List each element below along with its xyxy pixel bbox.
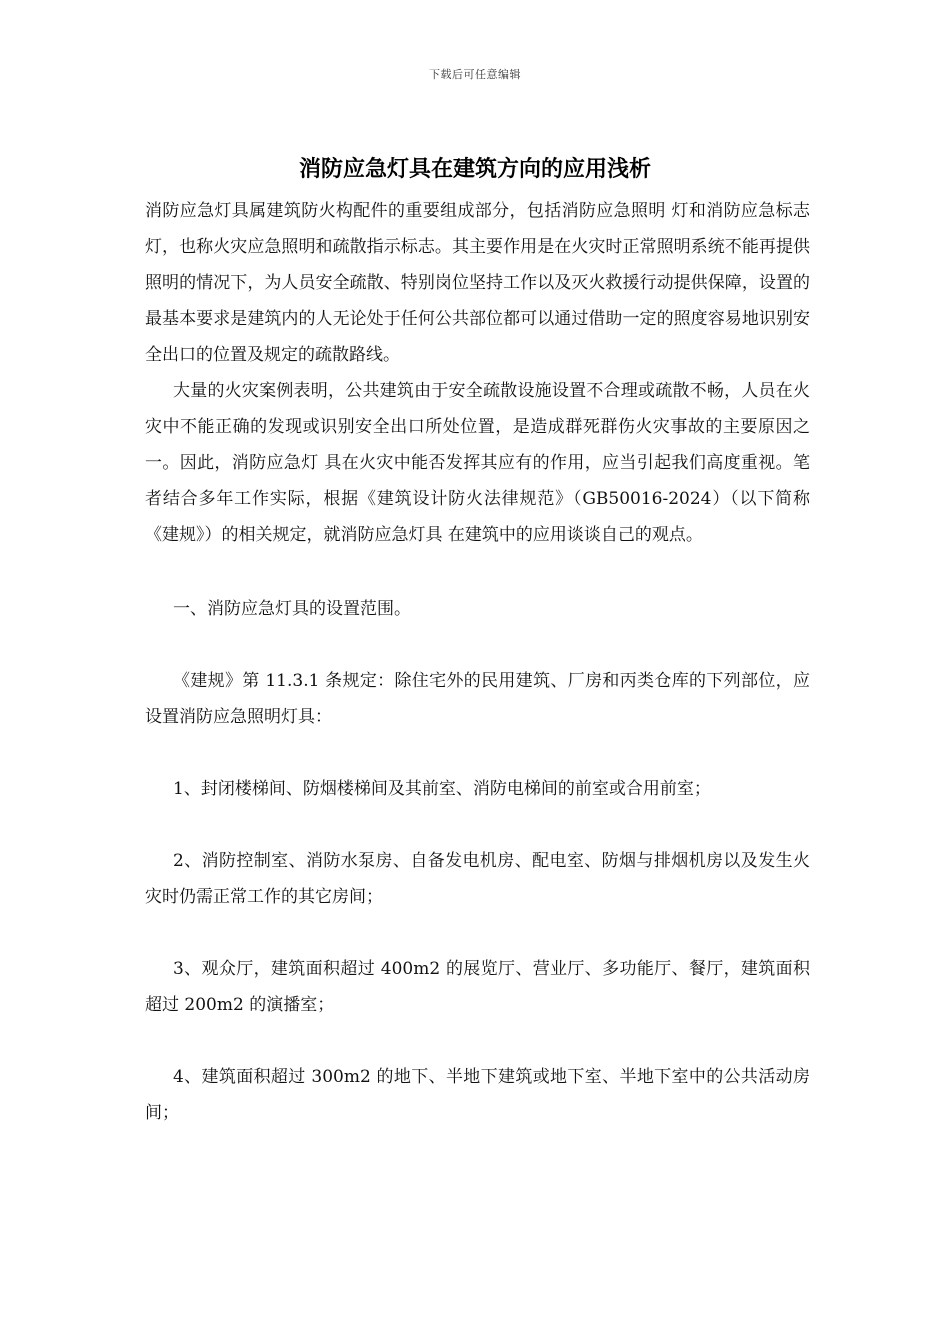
section-heading-1: 一、消防应急灯具的设置范围。 (173, 599, 411, 619)
paragraph-intro: 消防应急灯具属建筑防火构配件的重要组成部分，包括消防应急照明 灯和消防应急标志灯，也称火灾应急照明和疏散指示标志。其主要作用是在火灾时正常照明系统不能再提供照明的情况下，为人员安全疏散、特别岗位坚持工作以及灭火救援行动提供保障，设置的最基本要求是建筑内的人无论处于任何公共部位都可以通过借助一定的照度容易地识别安全出口的位置及规定的疏散路线。 (145, 201, 810, 365)
paragraph-regulation: 《建规》第 11.3.1 条规定：除住宅外的民用建筑、厂房和丙类仓库的下列部位，应设置消防应急照明灯具： (145, 671, 810, 727)
paragraph-background: 大量的火灾案例表明，公共建筑由于安全疏散设施设置不合理或疏散不畅，人员在火灾中不能正确的发现或识别安全出口所处位置，是造成群死群伤火灾事故的主要原因之一。因此，消防应急灯 具在火灾中能否发挥其应有的作用，应当引起我们高度重视。笔者结合多年工作实际，根据《建筑设计防火法律规范》（GB50016-2024）（以下简称《建规》）的相关规定，就消防应急灯具 在建筑中的应用谈谈自己的观点。 (145, 381, 810, 545)
list-item-4: 4、建筑面积超过 300m2 的地下、半地下建筑或地下室、半地下室中的公共活动房间； (145, 1067, 810, 1123)
document-title: 消防应急灯具在建筑方向的应用浅析 (298, 157, 651, 182)
document-body (145, 193, 810, 1131)
list-item-2: 2、消防控制室、消防水泵房、自备发电机房、配电室、防烟与排烟机房以及发生火灾时仍需正常工作的其它房间； (145, 851, 810, 907)
list-item-3: 3、观众厅，建筑面积超过 400m2 的展览厅、营业厅、多功能厅、餐厅，建筑面积超过 200m2 的演播室； (145, 959, 810, 1015)
list-item-1: 1、封闭楼梯间、防烟楼梯间及其前室、消防电梯间的前室或合用前室； (173, 779, 711, 799)
header-note: 下载后可任意编辑 (429, 68, 521, 81)
